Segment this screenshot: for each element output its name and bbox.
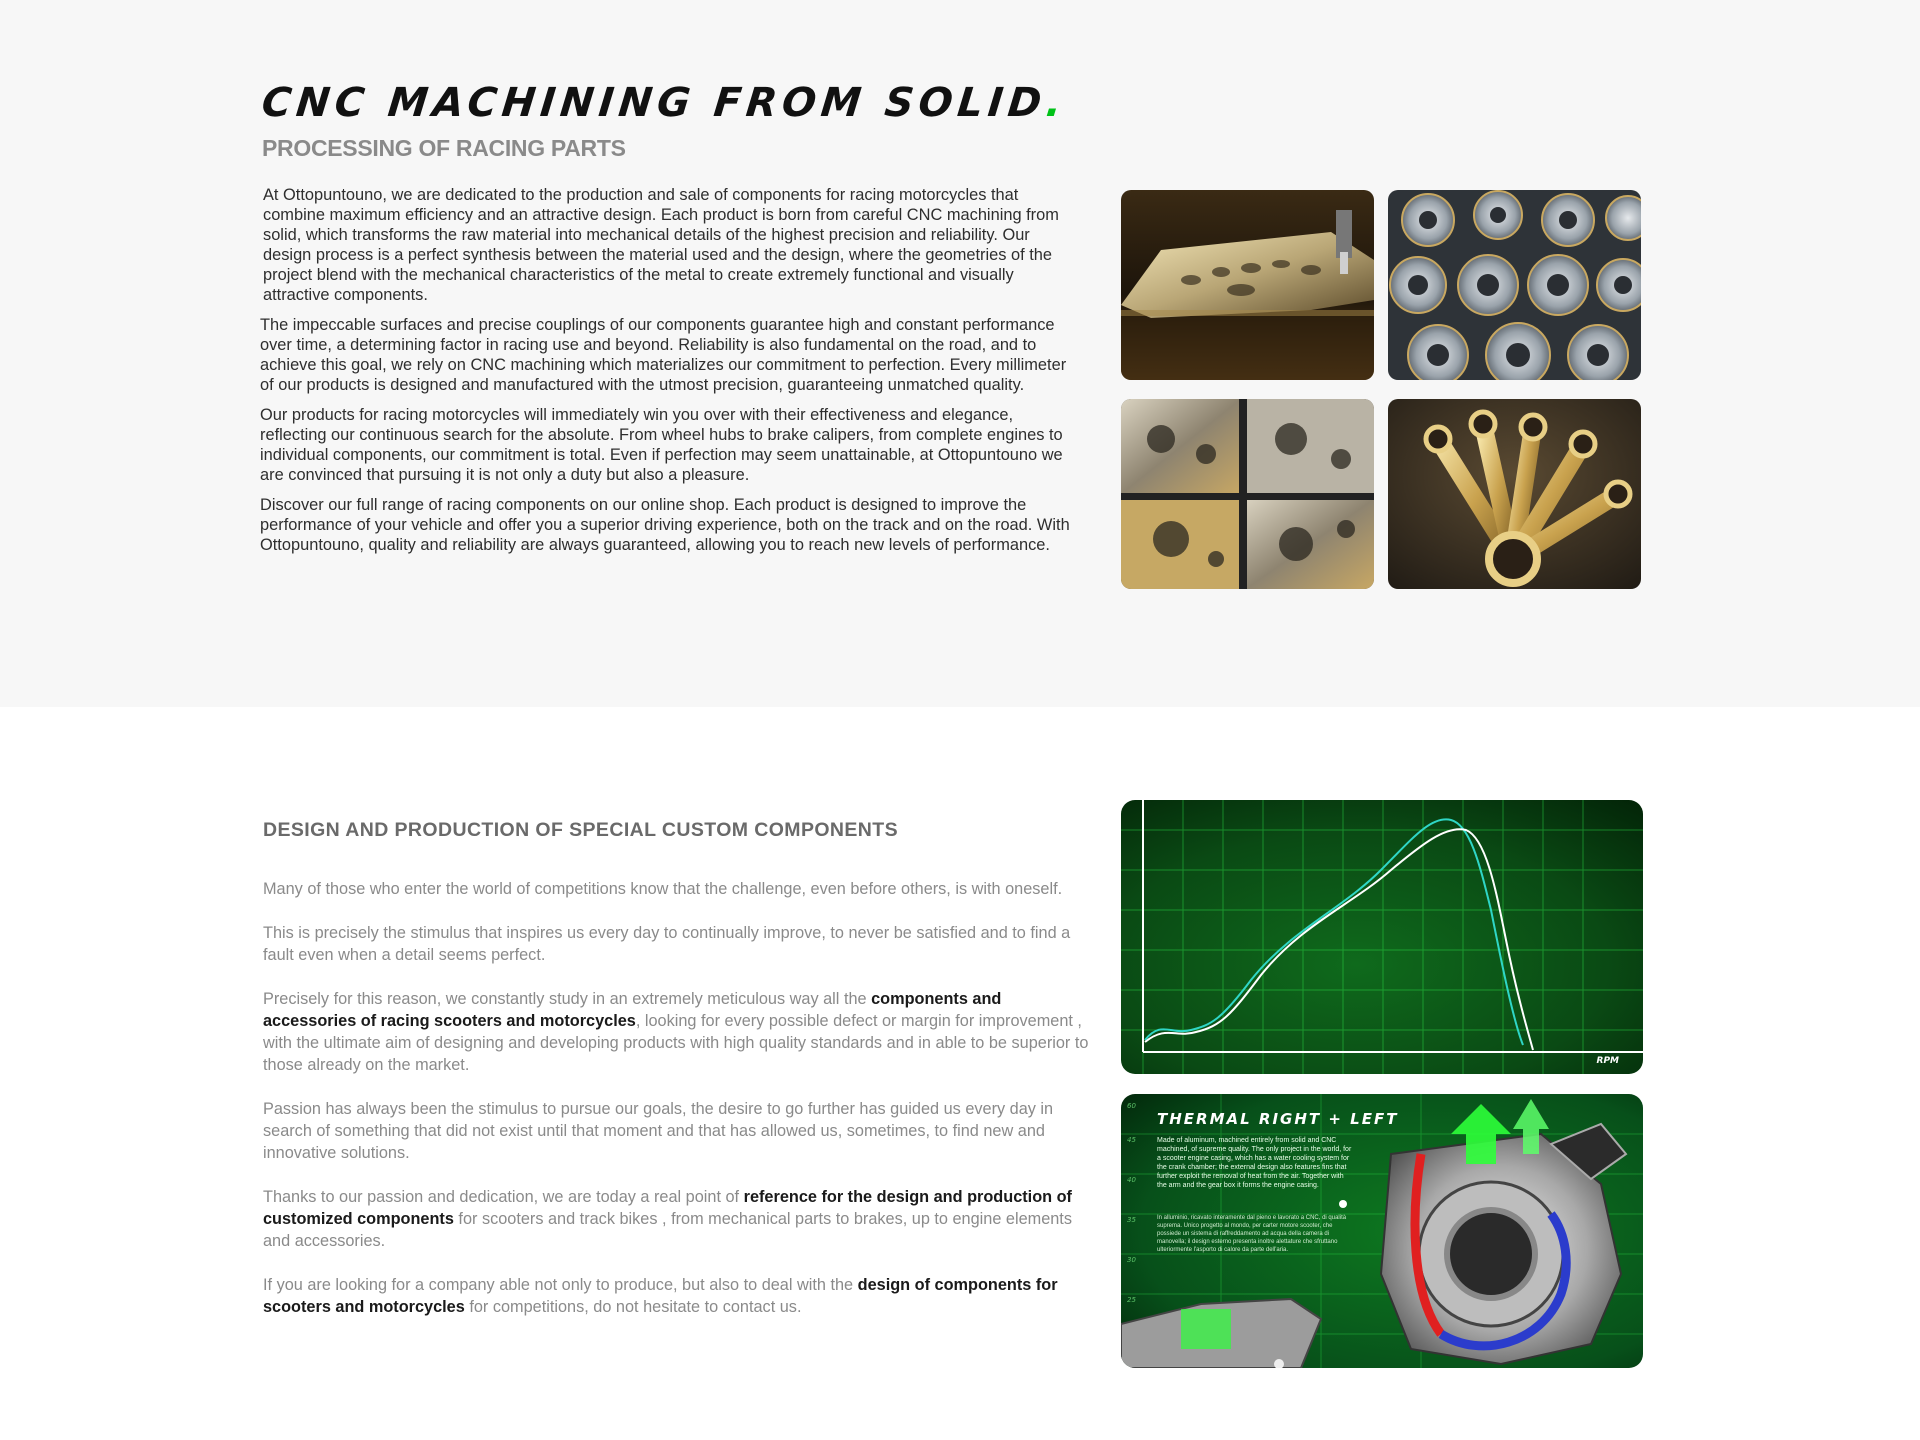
emphasis-text: design of components for scooters and motorcycles <box>263 1276 1058 1316</box>
cnc-description <box>260 185 1082 565</box>
scale-tick: 45 <box>1127 1136 1136 1144</box>
custom-paragraph: Thanks to our passion and dedication, we are today a real point of reference for the design and production of customized components for scooters and track bikes , from mechanical parts to brakes, up to engine elements and accessories. <box>263 1188 1072 1250</box>
title-accent-dot: . <box>1043 80 1069 126</box>
thermal-panel-text-en: Made of aluminum, machined entirely from solid and CNC machined, of supreme quality. The only project in the world, for a scooter engine casing, which has a water cooling system for the crank chamber; the external design also features fins that further exploit the removal of heat from the air. Together with the arm and the gear box it forms the engine casing. <box>1157 1137 1352 1189</box>
scale-tick: 60 <box>1127 1102 1136 1110</box>
thermal-panel-title: THERMAL RIGHT + LEFT <box>1157 1110 1399 1128</box>
dyno-graph-image <box>1121 800 1643 1074</box>
custom-paragraph: Precisely for this reason, we constantly study in an extremely meticulous way all the components and accessories of racing scooters and motorcycles, looking for every possible defect or margin for improvement , with the ultimate aim of designing and developing products with high quality standards and in able to be superior to those already on the market. <box>263 990 1089 1074</box>
rpm-axis-label: RPM <box>1596 1056 1619 1066</box>
custom-components-heading: DESIGN AND PRODUCTION OF SPECIAL CUSTOM COMPONENTS <box>263 819 899 841</box>
scale-tick: 40 <box>1127 1176 1136 1184</box>
cnc-paragraph: Discover our full range of racing components on our online shop. Each product is designed to improve the performance of your vehicle and offer you a superior driving experience, both on the track and on the road. With Ottopuntouno, quality and reliability are always guaranteed, allowing you to reach new levels of performance. <box>260 496 1070 554</box>
section-subtitle: PROCESSING OF RACING PARTS <box>262 135 626 161</box>
gallery-image-machined-plate <box>1121 190 1374 380</box>
custom-paragraph: This is precisely the stimulus that inspires us every day to continually improve, to never be satisfied and to find a fault even when a detail seems perfect. <box>263 924 1071 964</box>
gallery-image-engine-blocks <box>1121 399 1374 589</box>
page-title: CNC MACHINING FROM SOLID. <box>259 80 1069 126</box>
custom-paragraph: Passion has always been the stimulus to pursue our goals, the desire to go further has guided us every day in search of something that did not exist until that moment and that has allowed us, sometimes, to find new and innovative solutions. <box>263 1100 1054 1162</box>
thermal-panel-text-it: In alluminio, ricavato interamente dal pieno e lavorato a CNC, di qualità suprema. Unico progetto al mondo, per carter motore scooter, che possiede un sistema di raffreddamento ad acqua della camera di manovella; il design esterno presenta inoltre alettature che sfruttano ulteriormente l'asporto di calore da parte dell'aria. <box>1157 1215 1347 1253</box>
cnc-paragraph: At Ottopuntouno, we are dedicated to the production and sale of components for racing motorcycles that combine maximum efficiency and an attractive design. Each product is born from careful CNC machining from solid, which transforms the raw material into mechanical details of the highest precision and reliability. Our design process is a perfect synthesis between the material used and the design, where the geometries of the project blend with the mechanical characteristics of the metal to create extremely functional and visually attractive components. <box>263 186 1059 304</box>
cnc-paragraph: The impeccable surfaces and precise couplings of our components guarantee high and constant performance over time, a determining factor in racing use and beyond. Reliability is also fundamental on the road, and to achieve this goal, we rely on CNC machining which materializes our commitment to perfection. Every millimeter of our products is designed and manufactured with the utmost precision, guaranteeing unmatched quality. <box>260 316 1067 394</box>
scale-tick: 35 <box>1127 1216 1136 1224</box>
emphasis-text: components and accessories of racing scooters and motorcycles <box>263 990 1002 1030</box>
thermal-casing-image <box>1121 1094 1643 1368</box>
scale-tick: 25 <box>1127 1296 1136 1304</box>
emphasis-text: reference for the design and production of customized components <box>263 1188 1072 1228</box>
cnc-section <box>0 0 1920 707</box>
gallery-image-turbine-parts <box>1388 190 1641 380</box>
cnc-paragraph: Our products for racing motorcycles will immediately win you over with their effectiveness and elegance, reflecting our continuous search for the absolute. From wheel hubs to brake calipers, from complete engines to individual components, our commitment is total. Even if perfection may seem unattainable, at Ottopuntouno we are convinced that pursuing it is not only a duty but also a pleasure. <box>260 406 1063 484</box>
gallery-image-connecting-rods <box>1388 399 1641 589</box>
custom-paragraph: Many of those who enter the world of competitions know that the challenge, even before others, is with oneself. <box>263 880 1063 898</box>
custom-paragraph: If you are looking for a company able not only to produce, but also to deal with the design of components for scooters and motorcycles for competitions, do not hesitate to contact us. <box>263 1276 1058 1316</box>
scale-tick: 30 <box>1127 1256 1136 1264</box>
custom-components-description <box>263 878 1098 1340</box>
